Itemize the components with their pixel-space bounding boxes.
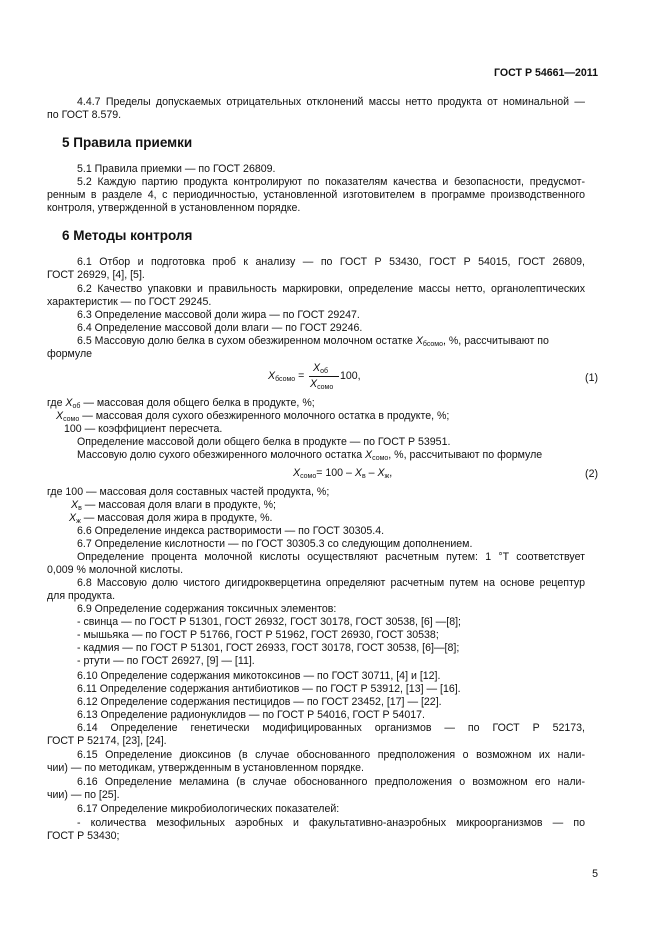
list-item-mesophilic: - количества мезофильных аэробных и факультативно-анаэробных микроорганизмов — по [77, 817, 585, 829]
paragraph-6-10: 6.10 Определение содержания микотоксинов — по ГОСТ 30711, [4] и [12]. [77, 670, 441, 682]
paragraph-6-2-cont: характеристик — по ГОСТ 29245. [47, 296, 212, 308]
paragraph-6-17: 6.17 Определение микробиологических показателей: [77, 803, 340, 815]
paragraph-6-6: 6.6 Определение индекса растворимости — по ГОСТ 30305.4. [77, 525, 385, 537]
paragraph-6-1-cont: ГОСТ 26929, [4], [5]. [47, 269, 145, 281]
paragraph-6-15: 6.15 Определение диоксинов (в случае обоснованного предположения о возможном их нали- [77, 749, 585, 761]
formula-1-lhs: $X_{бсомо}$ = [268, 370, 305, 383]
legend-100-components: где 100 — массовая доля составных частей продукта, %; [47, 486, 330, 498]
section-5-heading: 5 Правила приемки [62, 135, 193, 150]
formula-1-number: (1) [585, 372, 598, 384]
paragraph-6-7-lactic-cont: 0,009 % молочной кислоты. [47, 564, 184, 576]
paragraph-6-7-lactic: Определение процента молочной кислоты осуществляют расчетным путем: 1 °Т соответствует [77, 551, 585, 563]
list-item-mercury: - ртути — по ГОСТ 26927, [9] — [11]. [77, 655, 255, 667]
paragraph-6-11: 6.11 Определение содержания антибиотиков — по ГОСТ Р 53912, [13] — [16]. [77, 683, 461, 695]
formula-2: $X_{сомо}= 100 - X_в - X_ж$, [293, 467, 393, 480]
paragraph-6-5-cont: формуле [47, 348, 93, 360]
paragraph-6-8: 6.8 Массовую долю чистого дигидрокверцетина определяют расчетным путем на основе рецептур [77, 577, 585, 589]
paragraph-6-4: 6.4 Определение массовой доли влаги — по ГОСТ 29246. [77, 322, 363, 334]
list-item-arsenic: - мышьяка — по ГОСТ Р 51766, ГОСТ Р 51962, ГОСТ 26930, ГОСТ 30538; [77, 629, 439, 641]
list-item-lead: - свинца — по ГОСТ Р 51301, ГОСТ 26932, ГОСТ 30178, ГОСТ 30538, [6] —[8]; [77, 616, 461, 628]
paragraph-6-2: 6.2 Качество упаковки и правильность маркировки, определение массы нетто, органолептических [77, 283, 585, 295]
paragraph-6-1: 6.1 Отбор и подготовка проб к анализу — по ГОСТ Р 53430, ГОСТ Р 54015, ГОСТ 26809, [77, 256, 585, 268]
paragraph-6-16: 6.16 Определение меламина (в случае обоснованного предположения о возможном его нали- [77, 776, 585, 788]
paragraph-6-8-cont: для продукта. [47, 590, 116, 602]
list-item-cadmium: - кадмия — по ГОСТ Р 51301, ГОСТ 26933, ГОСТ 30178, ГОСТ 30538, [6]—[8]; [77, 642, 460, 654]
paragraph-6-5: 6.5 Массовую долю белка в сухом обезжиренном молочном остатке $X_{бсомо}$, %, рассчитывают по [77, 335, 549, 348]
paragraph-6-15-cont: чии) — по методикам, утвержденным в установленном порядке. [47, 762, 364, 774]
formula-1-fraction-bar [309, 376, 339, 377]
page-number: 5 [592, 868, 598, 880]
legend-100: 100 — коэффициент пересчета. [64, 423, 223, 435]
paragraph-5-2: 5.2 Каждую партию продукта контролируют по показателям качества и безопасности, предусмот- [77, 176, 585, 188]
paragraph-5-1: 5.1 Правила приемки — по ГОСТ 26809. [77, 163, 276, 175]
paragraph-6-12: 6.12 Определение содержания пестицидов — по ГОСТ 23452, [17] — [22]. [77, 696, 442, 708]
paragraph-5-2-cont2: контроля, утвержденной в установленном порядке. [47, 202, 301, 214]
document-code: ГОСТ Р 54661—2011 [494, 67, 598, 79]
paragraph-5-2-cont: ренным в разделе 4, с периодичностью, установленной изготовителем в программе производственного [47, 189, 585, 201]
paragraph-6-13: 6.13 Определение радионуклидов — по ГОСТ Р 54016, ГОСТ Р 54017. [77, 709, 425, 721]
section-6-heading: 6 Методы контроля [62, 228, 193, 243]
list-item-mesophilic-cont: ГОСТ Р 53430; [47, 830, 120, 842]
formula-1-denominator: $X_{сомо}$ [310, 378, 334, 391]
paragraph-4-4-7-cont: по ГОСТ 8.579. [47, 109, 122, 121]
legend-x-v: $X_в$ — массовая доля влаги в продукте, %; [71, 499, 276, 512]
paragraph-6-7: 6.7 Определение кислотности — по ГОСТ 30305.3 со следующим дополнением. [77, 538, 473, 550]
legend-x-somo: $X_{сомо}$ — массовая доля сухого обезжиренного молочного остатка в продукте, %; [56, 410, 450, 423]
paragraph-6-3: 6.3 Определение массовой доли жира — по ГОСТ 29247. [77, 309, 360, 321]
legend-x-zh: $X_ж$ — массовая доля жира в продукте, %. [69, 512, 273, 525]
paragraph-6-14: 6.14 Определение генетически модифицированных организмов — по ГОСТ Р 52173, [77, 722, 585, 734]
paragraph-4-4-7: 4.4.7 Пределы допускаемых отрицательных отклонений массы нетто продукта от номинальной — [77, 96, 585, 108]
paragraph-6-16-cont: чии) — по [25]. [47, 789, 120, 801]
legend-x-ob: где $X_{об}$ — массовая доля общего белка в продукте, %; [47, 397, 315, 410]
formula-1-tail: 100, [340, 370, 361, 382]
paragraph-6-9: 6.9 Определение содержания токсичных элементов: [77, 603, 337, 615]
paragraph-protein-method: Определение массовой доли общего белка в продукте — по ГОСТ Р 53951. [77, 436, 451, 448]
formula-1-numerator: $X_{об}$ [313, 362, 328, 375]
paragraph-6-14-cont: ГОСТ Р 52174, [23], [24]. [47, 735, 167, 747]
formula-2-number: (2) [585, 468, 598, 480]
paragraph-somo-method: Массовую долю сухого обезжиренного молочного остатка $X_{сомо}$, %, рассчитывают по формуле [77, 449, 543, 462]
